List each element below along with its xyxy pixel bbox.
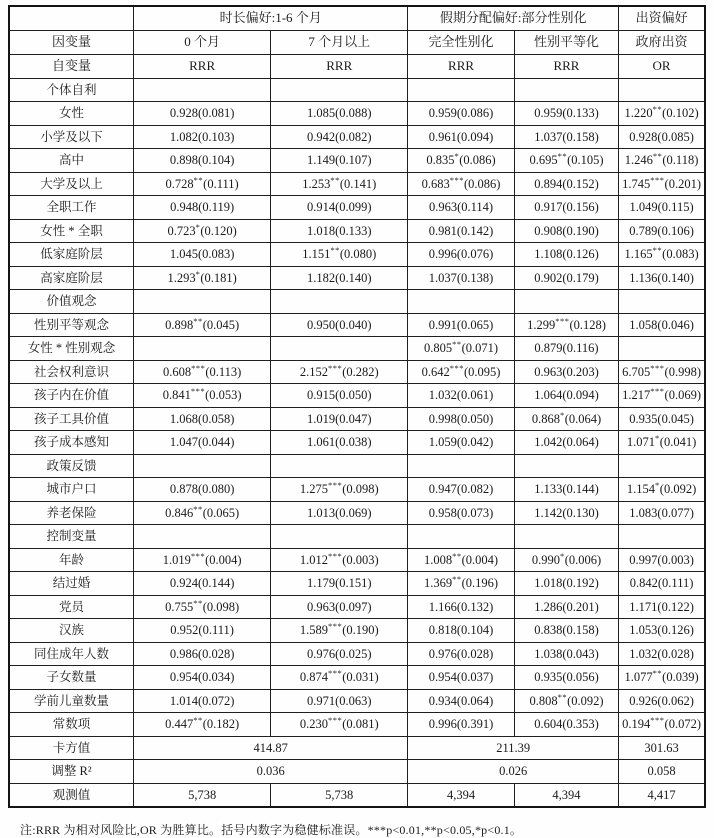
cell: 0.958(0.073) xyxy=(408,501,514,525)
cell: 0.996(0.076) xyxy=(408,243,514,267)
cell: 1.077**(0.039) xyxy=(619,666,705,690)
cell: 1.082(0.103) xyxy=(134,125,271,149)
cell: 0.908(0.190) xyxy=(514,219,618,243)
cell: 211.39 xyxy=(408,736,619,760)
cell: 0.728**(0.111) xyxy=(134,172,271,196)
significance-stars: *** xyxy=(449,174,464,185)
cell: 1.246**(0.118) xyxy=(619,149,705,173)
cell: 1.149(0.107) xyxy=(271,149,408,173)
table-row xyxy=(9,525,705,549)
cell: 0.878(0.080) xyxy=(134,478,271,502)
cell: 1.299***(0.128) xyxy=(514,313,618,337)
cell: 1.032(0.061) xyxy=(408,384,514,408)
cell xyxy=(271,454,408,478)
significance-stars: *** xyxy=(327,621,343,632)
significance-stars: * xyxy=(655,480,660,491)
header-group-1: 假期分配偏好:部分性别化 xyxy=(408,6,619,30)
significance-stars: * xyxy=(195,221,201,232)
table-row xyxy=(9,454,705,478)
cell: 1.745***(0.201) xyxy=(619,172,705,196)
cell: 0.950(0.040) xyxy=(271,313,408,337)
table-row xyxy=(9,243,705,267)
header-dependent-row-cell-2: 7 个月以上 xyxy=(271,30,408,54)
row-label: 学前儿童数量 xyxy=(9,689,134,713)
row-label: 城市户口 xyxy=(9,478,134,502)
cell: 1.012***(0.003) xyxy=(271,548,408,572)
cell: 4,394 xyxy=(408,783,514,807)
cell: 0.928(0.085) xyxy=(619,125,705,149)
significance-stars: *** xyxy=(327,362,343,373)
row-label: 大学及以上 xyxy=(9,172,134,196)
table-row xyxy=(9,290,705,314)
row-label: 同住成年人数 xyxy=(9,642,134,666)
significance-stars: ** xyxy=(452,574,462,585)
table-row xyxy=(9,666,705,690)
significance-stars: *** xyxy=(191,362,206,373)
cell: 1.142(0.130) xyxy=(514,501,618,525)
cell: 1.154*(0.092) xyxy=(619,478,705,502)
header-group-2: 出资偏好 xyxy=(619,6,705,30)
cell: 0.838(0.158) xyxy=(514,619,618,643)
header-corner-cell xyxy=(9,6,134,30)
cell: 1.293*(0.181) xyxy=(134,266,271,290)
cell: 0.986(0.028) xyxy=(134,642,271,666)
significance-stars: ** xyxy=(193,715,203,726)
significance-stars: ** xyxy=(452,550,462,561)
significance-stars: ** xyxy=(193,174,204,185)
cell xyxy=(134,290,271,314)
cell: 1.275***(0.098) xyxy=(271,478,408,502)
cell: 0.695**(0.105) xyxy=(514,149,618,173)
cell: 1.369**(0.196) xyxy=(408,572,514,596)
cell: 0.230***(0.081) xyxy=(271,713,408,737)
cell: 1.589***(0.190) xyxy=(271,619,408,643)
row-label: 性别平等观念 xyxy=(9,313,134,337)
section-label: 价值观念 xyxy=(9,290,134,314)
cell xyxy=(134,454,271,478)
cell: 0.058 xyxy=(619,760,705,784)
cell: 0.898(0.104) xyxy=(134,149,271,173)
cell xyxy=(408,290,514,314)
table-row xyxy=(9,360,705,384)
header-stat-row xyxy=(9,54,705,78)
cell: 0.981(0.142) xyxy=(408,219,514,243)
table-row xyxy=(9,642,705,666)
cell: 1.061(0.038) xyxy=(271,431,408,455)
cell: 4,417 xyxy=(619,783,705,807)
cell: 0.723*(0.120) xyxy=(134,219,271,243)
header-dependent-row-cell-1: 0 个月 xyxy=(134,30,271,54)
table-row xyxy=(9,760,705,784)
table-row xyxy=(9,713,705,737)
cell: 0.959(0.086) xyxy=(408,102,514,126)
cell xyxy=(271,337,408,361)
significance-stars: *** xyxy=(650,174,665,185)
cell: 1.108(0.126) xyxy=(514,243,618,267)
cell: 0.642***(0.095) xyxy=(408,360,514,384)
footnote: 注:RRR 为相对风险比,OR 为胜算比。括号内数字为稳健标准误。***p<0.01,**p<0.05,*p<0.1。 xyxy=(20,823,523,838)
cell xyxy=(271,290,408,314)
table-row xyxy=(9,501,705,525)
row-label: 汉族 xyxy=(9,619,134,643)
significance-stars: * xyxy=(559,550,565,561)
row-label: 女性 * 全职 xyxy=(9,219,134,243)
cell xyxy=(514,454,618,478)
significance-stars: *** xyxy=(555,315,570,326)
cell: 1.019***(0.004) xyxy=(134,548,271,572)
cell: 0.835*(0.086) xyxy=(408,149,514,173)
table-row xyxy=(9,431,705,455)
header-stat-row-cell-2: RRR xyxy=(271,54,408,78)
row-label: 女性 * 性别观念 xyxy=(9,337,134,361)
cell: 0.928(0.081) xyxy=(134,102,271,126)
cell: 1.042(0.064) xyxy=(514,431,618,455)
significance-stars: ** xyxy=(193,597,203,608)
cell: 1.045(0.083) xyxy=(134,243,271,267)
cell: 0.935(0.045) xyxy=(619,407,705,431)
table-row xyxy=(9,172,705,196)
cell: 0.789(0.106) xyxy=(619,219,705,243)
cell: 0.996(0.391) xyxy=(408,713,514,737)
cell: 1.085(0.088) xyxy=(271,102,408,126)
cell: 1.058(0.046) xyxy=(619,313,705,337)
row-label: 高家庭阶层 xyxy=(9,266,134,290)
cell: 0.805**(0.071) xyxy=(408,337,514,361)
cell: 0.917(0.156) xyxy=(514,196,618,220)
row-label: 党员 xyxy=(9,595,134,619)
cell: 1.182(0.140) xyxy=(271,266,408,290)
cell: 0.755**(0.098) xyxy=(134,595,271,619)
cell: 1.047(0.044) xyxy=(134,431,271,455)
cell: 0.990*(0.006) xyxy=(514,548,618,572)
cell: 1.019(0.047) xyxy=(271,407,408,431)
cell: 1.171(0.122) xyxy=(619,595,705,619)
cell: 1.053(0.126) xyxy=(619,619,705,643)
cell xyxy=(619,454,705,478)
cell: 0.841***(0.053) xyxy=(134,384,271,408)
significance-stars: ** xyxy=(652,151,663,162)
table-row xyxy=(9,619,705,643)
cell: 0.948(0.119) xyxy=(134,196,271,220)
significance-stars: * xyxy=(454,151,460,162)
cell: 1.037(0.158) xyxy=(514,125,618,149)
row-label: 高中 xyxy=(9,149,134,173)
row-label: 常数项 xyxy=(9,713,134,737)
cell: 1.165**(0.083) xyxy=(619,243,705,267)
cell: 1.037(0.138) xyxy=(408,266,514,290)
header-stat-row-cell-4: RRR xyxy=(514,54,618,78)
row-label: 年龄 xyxy=(9,548,134,572)
cell: 0.942(0.082) xyxy=(271,125,408,149)
cell: 0.963(0.097) xyxy=(271,595,408,619)
row-label: 调整 R² xyxy=(9,760,134,784)
cell: 0.842(0.111) xyxy=(619,572,705,596)
cell: 4,394 xyxy=(514,783,618,807)
significance-stars: ** xyxy=(193,315,203,326)
row-label: 子女数量 xyxy=(9,666,134,690)
cell: 0.808**(0.092) xyxy=(514,689,618,713)
row-label: 全职工作 xyxy=(9,196,134,220)
cell: 1.220**(0.102) xyxy=(619,102,705,126)
cell: 0.963(0.114) xyxy=(408,196,514,220)
cell: 0.194***(0.072) xyxy=(619,713,705,737)
cell xyxy=(271,525,408,549)
significance-stars: *** xyxy=(449,362,464,373)
cell xyxy=(134,525,271,549)
table-row xyxy=(9,689,705,713)
cell: 0.935(0.056) xyxy=(514,666,618,690)
row-label: 结过婚 xyxy=(9,572,134,596)
row-label: 社会权利意识 xyxy=(9,360,134,384)
row-label: 低家庭阶层 xyxy=(9,243,134,267)
table-row xyxy=(9,736,705,760)
cell: 0.954(0.034) xyxy=(134,666,271,690)
significance-stars: ** xyxy=(652,245,663,256)
cell: 1.071*(0.041) xyxy=(619,431,705,455)
significance-stars: *** xyxy=(327,715,343,726)
significance-stars: * xyxy=(559,409,565,420)
cell: 1.253**(0.141) xyxy=(271,172,408,196)
cell xyxy=(408,78,514,102)
cell xyxy=(271,78,408,102)
table-row xyxy=(9,407,705,431)
cell xyxy=(619,290,705,314)
significance-stars: ** xyxy=(330,245,340,256)
cell: 0.963(0.203) xyxy=(514,360,618,384)
header-stat-row-cell-5: OR xyxy=(619,54,705,78)
cell: 1.179(0.151) xyxy=(271,572,408,596)
cell: 0.608***(0.113) xyxy=(134,360,271,384)
table-row xyxy=(9,149,705,173)
cell: 1.217***(0.069) xyxy=(619,384,705,408)
cell: 1.151**(0.080) xyxy=(271,243,408,267)
cell: 0.026 xyxy=(408,760,619,784)
table-row xyxy=(9,783,705,807)
cell: 0.947(0.082) xyxy=(408,478,514,502)
header-dependent-row-cell-5: 政府出资 xyxy=(619,30,705,54)
table-row xyxy=(9,548,705,572)
cell: 0.991(0.065) xyxy=(408,313,514,337)
cell: 0.879(0.116) xyxy=(514,337,618,361)
cell: 0.902(0.179) xyxy=(514,266,618,290)
header-dependent-row-cell-0: 因变量 xyxy=(9,30,134,54)
table-row xyxy=(9,102,705,126)
header-dependent-row-cell-3: 完全性别化 xyxy=(408,30,514,54)
cell: 0.914(0.099) xyxy=(271,196,408,220)
cell: 5,738 xyxy=(134,783,271,807)
cell xyxy=(408,454,514,478)
cell xyxy=(619,525,705,549)
table-row xyxy=(9,125,705,149)
cell: 0.868*(0.064) xyxy=(514,407,618,431)
cell: 301.63 xyxy=(619,736,705,760)
table-row xyxy=(9,78,705,102)
cell: 0.683***(0.086) xyxy=(408,172,514,196)
cell: 0.952(0.111) xyxy=(134,619,271,643)
header-dependent-row-cell-4: 性别平等化 xyxy=(514,30,618,54)
cell: 0.915(0.050) xyxy=(271,384,408,408)
table-row xyxy=(9,595,705,619)
significance-stars: *** xyxy=(327,480,343,491)
cell: 0.997(0.003) xyxy=(619,548,705,572)
table-row xyxy=(9,196,705,220)
cell: 0.998(0.050) xyxy=(408,407,514,431)
header-stat-row-cell-3: RRR xyxy=(408,54,514,78)
significance-stars: ** xyxy=(193,503,203,514)
significance-stars: * xyxy=(195,268,201,279)
table-body xyxy=(9,78,705,807)
cell: 0.934(0.064) xyxy=(408,689,514,713)
cell: 0.926(0.062) xyxy=(619,689,705,713)
row-label: 女性 xyxy=(9,102,134,126)
cell: 414.87 xyxy=(134,736,408,760)
cell xyxy=(134,78,271,102)
cell: 0.954(0.037) xyxy=(408,666,514,690)
cell: 1.059(0.042) xyxy=(408,431,514,455)
cell: 0.898**(0.045) xyxy=(134,313,271,337)
cell: 1.064(0.094) xyxy=(514,384,618,408)
header-dependent-row xyxy=(9,30,705,54)
cell: 1.008**(0.004) xyxy=(408,548,514,572)
significance-stars: *** xyxy=(327,668,343,679)
cell: 0.924(0.144) xyxy=(134,572,271,596)
significance-stars: ** xyxy=(330,174,340,185)
cell: 2.152***(0.282) xyxy=(271,360,408,384)
row-label: 卡方值 xyxy=(9,736,134,760)
row-label: 孩子工具价值 xyxy=(9,407,134,431)
significance-stars: ** xyxy=(557,691,568,702)
table-row xyxy=(9,337,705,361)
cell: 1.083(0.077) xyxy=(619,501,705,525)
cell: 6.705***(0.998) xyxy=(619,360,705,384)
cell xyxy=(514,78,618,102)
significance-stars: ** xyxy=(652,668,663,679)
header-stat-row-cell-0: 自变量 xyxy=(9,54,134,78)
regression-results-table xyxy=(8,5,706,808)
cell: 0.604(0.353) xyxy=(514,713,618,737)
row-label: 观测值 xyxy=(9,783,134,807)
cell: 1.068(0.058) xyxy=(134,407,271,431)
cell xyxy=(514,290,618,314)
cell: 0.959(0.133) xyxy=(514,102,618,126)
significance-stars: ** xyxy=(652,104,663,115)
significance-stars: *** xyxy=(190,386,206,397)
section-label: 控制变量 xyxy=(9,525,134,549)
table-row xyxy=(9,478,705,502)
cell: 5,738 xyxy=(271,783,408,807)
cell: 1.018(0.133) xyxy=(271,219,408,243)
header-group-row xyxy=(9,6,705,30)
cell: 1.038(0.043) xyxy=(514,642,618,666)
cell: 0.874***(0.031) xyxy=(271,666,408,690)
cell: 1.166(0.132) xyxy=(408,595,514,619)
row-label: 孩子成本感知 xyxy=(9,431,134,455)
row-label: 养老保险 xyxy=(9,501,134,525)
table-row xyxy=(9,384,705,408)
cell: 0.846**(0.065) xyxy=(134,501,271,525)
row-label: 小学及以下 xyxy=(9,125,134,149)
table-row xyxy=(9,572,705,596)
cell xyxy=(408,525,514,549)
cell: 1.133(0.144) xyxy=(514,478,618,502)
significance-stars: *** xyxy=(650,386,665,397)
significance-stars: *** xyxy=(650,362,665,373)
cell: 0.818(0.104) xyxy=(408,619,514,643)
header-group-0: 时长偏好:1-6 个月 xyxy=(134,6,408,30)
significance-stars: ** xyxy=(557,151,568,162)
cell: 0.971(0.063) xyxy=(271,689,408,713)
cell: 0.447**(0.182) xyxy=(134,713,271,737)
cell xyxy=(619,78,705,102)
cell xyxy=(514,525,618,549)
cell: 1.013(0.069) xyxy=(271,501,408,525)
header-stat-row-cell-1: RRR xyxy=(134,54,271,78)
cell xyxy=(619,337,705,361)
section-label: 政策反馈 xyxy=(9,454,134,478)
cell: 0.894(0.152) xyxy=(514,172,618,196)
cell: 1.049(0.115) xyxy=(619,196,705,220)
cell: 1.018(0.192) xyxy=(514,572,618,596)
significance-stars: *** xyxy=(190,550,206,561)
table-row xyxy=(9,219,705,243)
cell: 1.014(0.072) xyxy=(134,689,271,713)
cell: 0.976(0.025) xyxy=(271,642,408,666)
table-row xyxy=(9,313,705,337)
cell: 0.976(0.028) xyxy=(408,642,514,666)
significance-stars: *** xyxy=(327,550,343,561)
cell xyxy=(134,337,271,361)
significance-stars: * xyxy=(655,433,660,444)
cell: 1.286(0.201) xyxy=(514,595,618,619)
cell: 1.032(0.028) xyxy=(619,642,705,666)
cell: 0.036 xyxy=(134,760,408,784)
table-header xyxy=(9,6,705,78)
cell: 1.136(0.140) xyxy=(619,266,705,290)
row-label: 孩子内在价值 xyxy=(9,384,134,408)
table-row xyxy=(9,266,705,290)
significance-stars: ** xyxy=(452,339,462,350)
section-label: 个体自利 xyxy=(9,78,134,102)
cell: 0.961(0.094) xyxy=(408,125,514,149)
significance-stars: *** xyxy=(650,715,665,726)
